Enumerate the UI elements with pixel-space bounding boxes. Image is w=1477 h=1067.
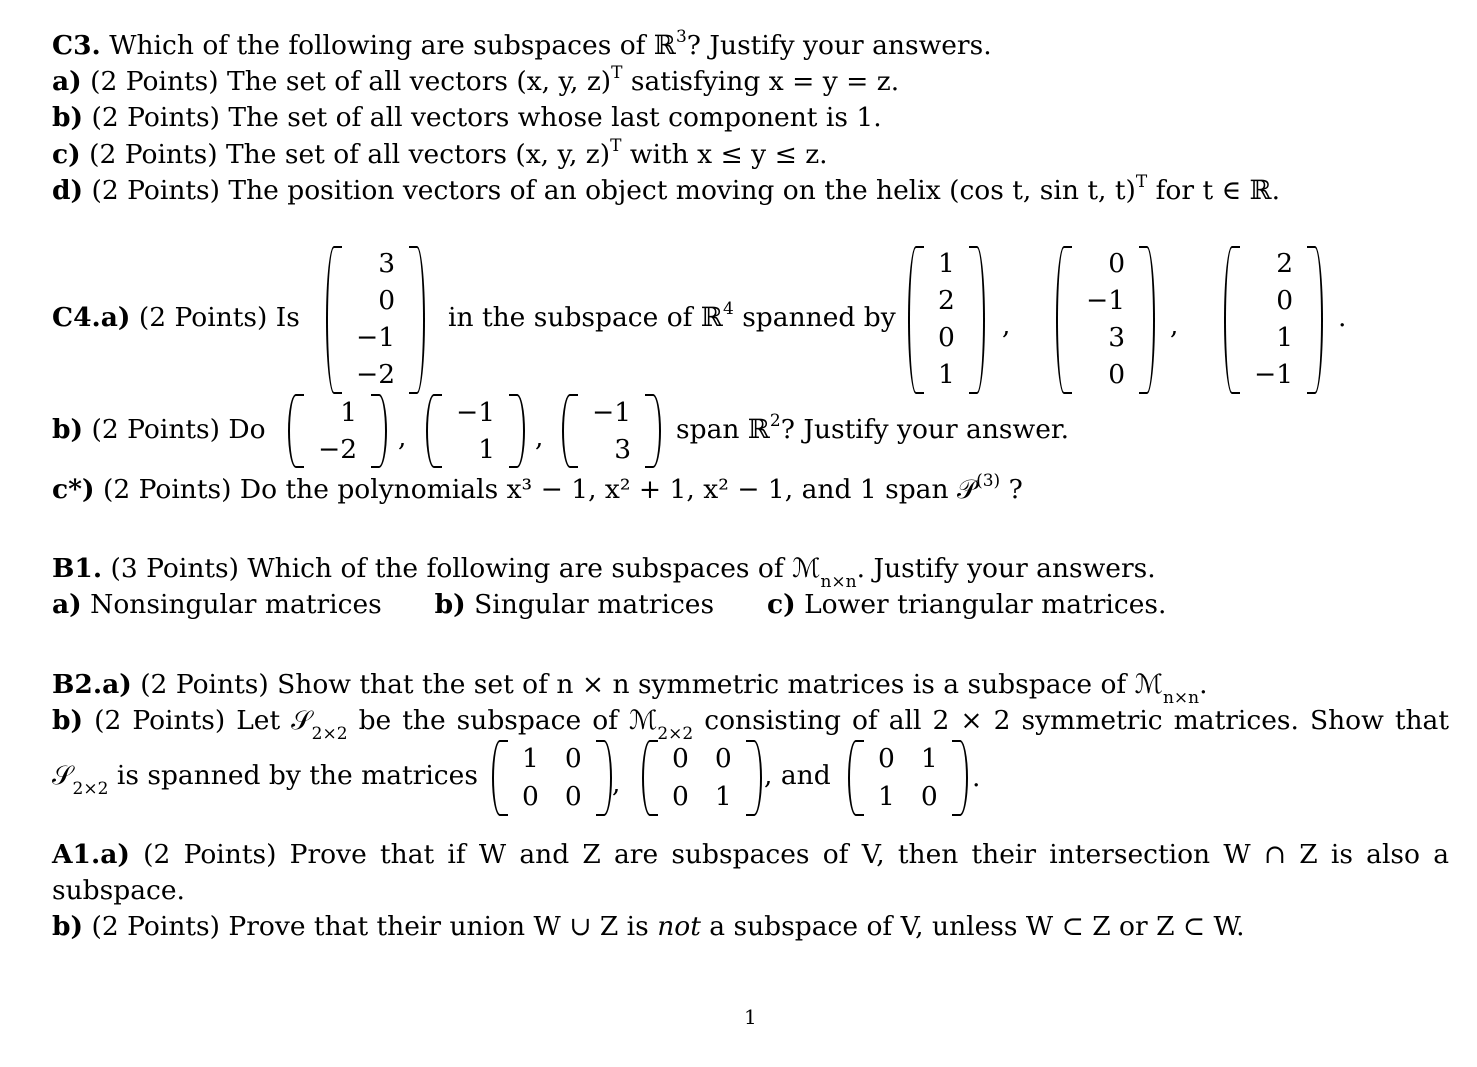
c4-b-vector-2: −1 1 bbox=[426, 394, 525, 468]
c3-stem: C3. Which of the following are subspaces of ℝ$^3$? Justify your answers. bbox=[52, 27, 992, 61]
c4-item-b-end: span ℝ$^2$? Justify your answer. bbox=[676, 411, 1070, 445]
c4-b-vector-1: 1 −2 bbox=[288, 394, 387, 468]
b1-options: a) Nonsingular matrices b) Singular matrices c) Lower triangular matrices. bbox=[52, 589, 1167, 620]
c4-span-vector-1: 1 2 0 1 bbox=[908, 246, 985, 394]
c4-b-vector-3: −1 3 bbox=[562, 394, 661, 468]
a1-item-a-line2: subspace. bbox=[52, 875, 185, 906]
c3-item-c: c) (2 Points) The set of all vectors (x, y, z)$^T$ with x ≤ y ≤ z. bbox=[52, 136, 828, 170]
b2-item-a: B2.a) (2 Points) Show that the set of n × n symmetric matrices is a subspace of ℳ$_{n\times n}$. bbox=[52, 669, 1208, 709]
comma: , bbox=[535, 422, 544, 453]
a1-item-b: b) (2 Points) Prove that their union W ∪ Z is not a subspace of V, unless W ⊂ Z or Z ⊂ W. bbox=[52, 911, 1245, 942]
c4-item-a-label: C4.a) (2 Points) Is bbox=[52, 302, 300, 333]
c4-item-a-mid: in the subspace of ℝ$^4$ spanned by bbox=[448, 299, 896, 333]
c4-span-vector-2: 0 −1 3 0 bbox=[1056, 246, 1155, 394]
comma: , bbox=[1002, 310, 1011, 341]
period: . bbox=[972, 762, 981, 793]
a1-item-a: A1.a) (2 Points) Prove that if W and Z are subspaces of V, then their intersection W ∩ Z is also a bbox=[52, 839, 1449, 870]
c3-item-d: d) (2 Points) The position vectors of an object moving on the helix (cos t, sin t, t)$^T$ for t ∈ ℝ. bbox=[52, 172, 1281, 206]
b1-stem: B1. (3 Points) Which of the following are subspaces of ℳ$_{n\times n}$. Justify your answers. bbox=[52, 553, 1156, 593]
b2-item-b-line2: 𝒮$_{2\times 2}$ is spanned by the matrices bbox=[52, 760, 478, 800]
b2-matrix-3: 0 1 1 0 bbox=[848, 740, 968, 816]
b2-matrix-2: 0 0 0 1 bbox=[642, 740, 762, 816]
b2-matrix-1: 1 0 0 0 bbox=[492, 740, 612, 816]
c4-item-c: c*) (2 Points) Do the polynomials x³ − 1, x² + 1, x² − 1, and 1 span 𝒫$^{(3)}$ ? bbox=[52, 471, 1023, 505]
b2-and: , and bbox=[764, 760, 831, 791]
b2-item-b: b) (2 Points) Let 𝒮$_{2\times 2}$ be the subspace of ℳ$_{2\times 2}$ consisting of all 2 × 2 symmetric matrices. Show that bbox=[52, 705, 1449, 745]
c3-item-a: a) (2 Points) The set of all vectors (x, y, z)$^T$ satisfying x = y = z. bbox=[52, 63, 900, 97]
page-number: 1 bbox=[744, 1005, 757, 1029]
c4-span-vector-3: 2 0 1 −1 bbox=[1224, 246, 1323, 394]
c4-vector-main: 3 0 −1 −2 bbox=[326, 246, 425, 394]
c3-item-b: b) (2 Points) The set of all vectors whose last component is 1. bbox=[52, 102, 882, 133]
period: . bbox=[1338, 302, 1347, 333]
comma: , bbox=[1170, 310, 1179, 341]
c4-item-b-label: b) (2 Points) Do bbox=[52, 414, 266, 445]
comma: , bbox=[612, 768, 621, 799]
comma: , bbox=[398, 422, 407, 453]
